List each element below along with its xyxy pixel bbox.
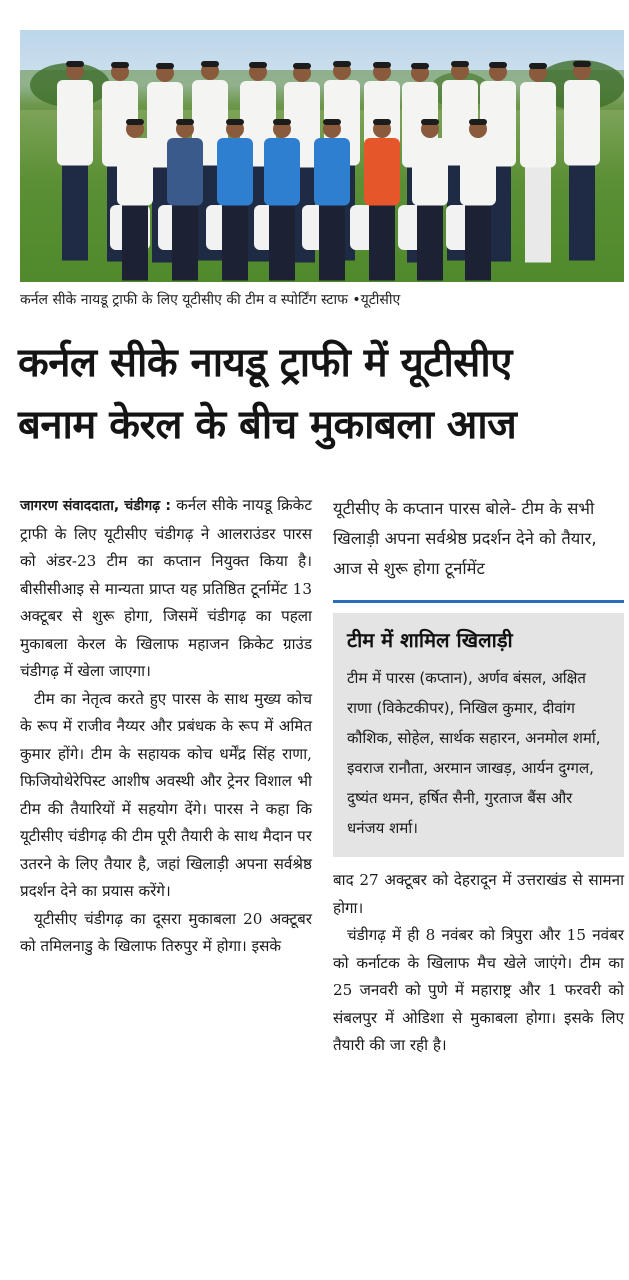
seated-person bbox=[167, 119, 203, 281]
seated-person bbox=[117, 119, 153, 281]
team-photo bbox=[20, 30, 624, 282]
caption-text: कर्नल सीके नायडू ट्राफी के लिए यूटीसीए की टीम व स्पोर्टिंग स्टाफ bbox=[20, 292, 348, 308]
seated-person bbox=[460, 119, 496, 281]
article-paragraph: चंडीगढ़ में ही 8 नवंबर को त्रिपुरा और 15 नवंबर को कर्नाटक के खिलाफ मैच खेले जाएंगे। टीम का 25 जनवरी को पुणे में महाराष्ट्र और 1 फरवरी को संबलपुर में ओडिशा से मुकाबला होगा। इसके लिए तैयारी की जा रही है। bbox=[333, 926, 624, 1054]
article-paragraph: टीम का नेतृत्व करते हुए पारस के साथ मुख्य कोच के रूप में राजीव नैय्यर और प्रबंधक के रूप में अमित कुमार होंगे। टीम के सहायक कोच धर्मेंद्र सिंह राणा, फिजियोथेरेपिस्ट आशीष अवस्थी और ट्रेनर विशाल भी टीम की तैयारियों में सहयोग देंगे। पारस ने कहा कि यूटीसीए चंडीगढ़ की टीम पूरी तैयारी के साथ मैदान पर उतरने के लिए तैयार है, जहां खिलाड़ी अपना सर्वश्रेष्ठ प्रदर्शन देने का प्रयास करेंगे। bbox=[20, 689, 312, 900]
seated-person bbox=[264, 119, 300, 281]
article-paragraph bbox=[20, 492, 312, 686]
article-right-column bbox=[333, 492, 624, 1060]
article-left-column bbox=[20, 492, 312, 961]
team-group-photo-icon bbox=[20, 30, 624, 282]
pull-quote: यूटीसीए के कप्तान पारस बोले- टीम के सभी खिलाड़ी अपना सर्वश्रेष्ठ प्रदर्शन देने को तैयार, आज से शुरू होगा टूर्नामेंट bbox=[333, 499, 597, 578]
photo-caption bbox=[20, 290, 624, 310]
standing-player bbox=[57, 61, 93, 261]
headline-line-1: कर्नल सीके नायडू ट्राफी में यूटीसीए bbox=[18, 340, 512, 386]
seated-person bbox=[412, 119, 448, 281]
headline-line-2: बनाम केरल के बीच मुकाबला आज bbox=[18, 402, 517, 448]
article-text: कर्नल सीके नायडू क्रिकेट ट्राफी के लिए यूटीसीए चंडीगढ़ ने आलराउंडर पारस को अंडर-23 टीम का कप्तान नियुक्त किया है। बीसीसीआइ से मान्यता प्राप्त यह प्रतिष्ठित टूर्नामेंट 13 अक्टूबर से शुरू होगा, जिसमें चंडीगढ़ का पहला मुकाबला केरल के खिलाफ महाजन क्रिकेट ग्राउंड चंडीगढ़ में खेला जाएगा। bbox=[20, 496, 312, 680]
seated-person bbox=[217, 119, 253, 281]
standing-player bbox=[520, 63, 556, 263]
headline bbox=[18, 332, 624, 456]
standing-player bbox=[564, 61, 600, 261]
seated-person bbox=[364, 119, 400, 281]
article-paragraph: बाद 27 अक्टूबर को देहरादून में उत्तराखंड से सामना होगा। bbox=[333, 871, 624, 917]
team-box-players: टीम में पारस (कप्तान), अर्णव बंसल, अक्षित राणा (विकेटकीपर), निखिल कुमार, दीवांग कौशिक, सोहेल, सार्थक सहारन, अनमोल शर्मा, इवराज रानौता, अरमान जाखड़, आर्यन दुग्गल, दुष्यंत थमन, हर्षित सैनी, गुरताज बैंस और धनंजय शर्मा। bbox=[347, 669, 601, 837]
team-box-title: टीम में शामिल खिलाड़ी bbox=[347, 628, 513, 652]
dateline: जागरण संवाददाता, चंडीगढ़ : bbox=[20, 498, 171, 514]
caption-credit: •यूटीसीए bbox=[352, 292, 401, 308]
article-paragraph: यूटीसीए चंडीगढ़ का दूसरा मुकाबला 20 अक्टूबर को तमिलनाडु के खिलाफ तिरुपुर में होगा। इसके bbox=[20, 909, 312, 955]
divider bbox=[333, 600, 624, 603]
article-right-body bbox=[333, 867, 624, 1060]
team-box bbox=[333, 613, 624, 857]
seated-person bbox=[314, 119, 350, 281]
